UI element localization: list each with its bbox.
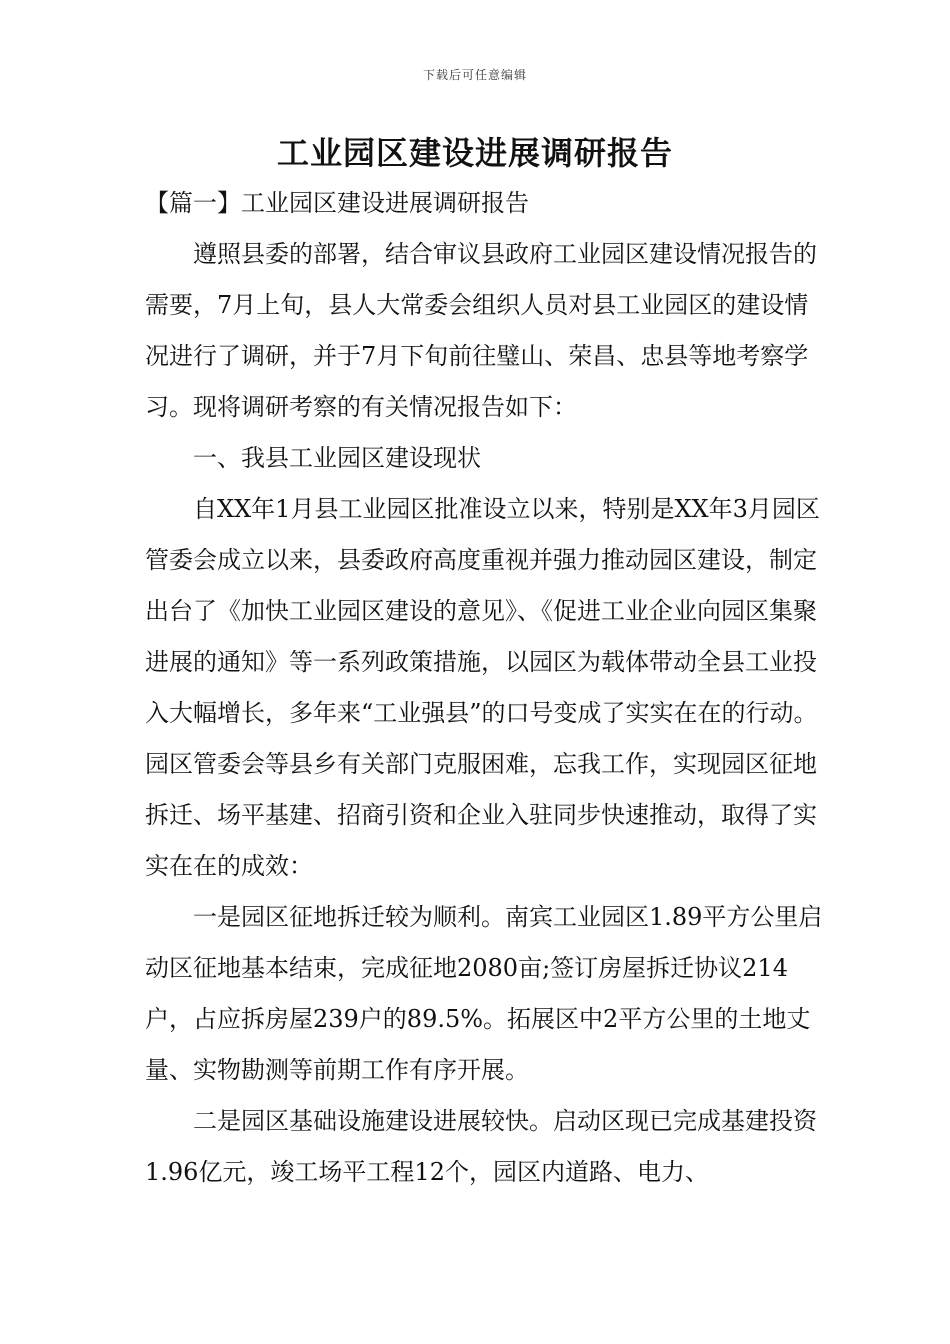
paragraph-infrastructure: 二是园区基础设施建设进展较快。启动区现已完成基建投资1.96亿元，竣工场平工程12个，园区内道路、电力、 (145, 1107, 817, 1186)
document-body (145, 178, 825, 1198)
section-label: 【篇一】工业园区建设进展调研报告 (145, 189, 529, 217)
section-heading: 一、我县工业园区建设现状 (193, 444, 481, 472)
paragraph-intro: 遵照县委的部署，结合审议县政府工业园区建设情况报告的需要，7月上旬，县人大常委会组织人员对县工业园区的建设情况进行了调研，并于7月下旬前往璧山、荣昌、忠县等地考察学习。现将调研考察的有关情况报告如下： (145, 240, 817, 421)
header-note: 下载后可任意编辑 (422, 68, 527, 82)
paragraph-status: 自XX年1月县工业园区批准设立以来，特别是XX年3月园区管委会成立以来，县委政府高度重视并强力推动园区建设，制定出台了《加快工业园区建设的意见》、《促进工业企业向园区集聚进展的通知》等一系列政策措施，以园区为载体带动全县工业投入大幅增长，多年来“工业强县”的口号变成了实实在在的行动。园区管委会等县乡有关部门克服困难，忘我工作，实现园区征地拆迁、场平基建、招商引资和企业入驻同步快速推动，取得了实实在在的成效： (145, 495, 820, 880)
page-title: 工业园区建设进展调研报告 (276, 134, 673, 172)
paragraph-land-acquisition: 一是园区征地拆迁较为顺利。南宾工业园区1.89平方公里启动区征地基本结束，完成征地2080亩;签订房屋拆迁协议214户，占应拆房屋239户的89.5%。拓展区中2平方公里的土地丈量、实物勘测等前期工作有序开展。 (145, 903, 823, 1084)
